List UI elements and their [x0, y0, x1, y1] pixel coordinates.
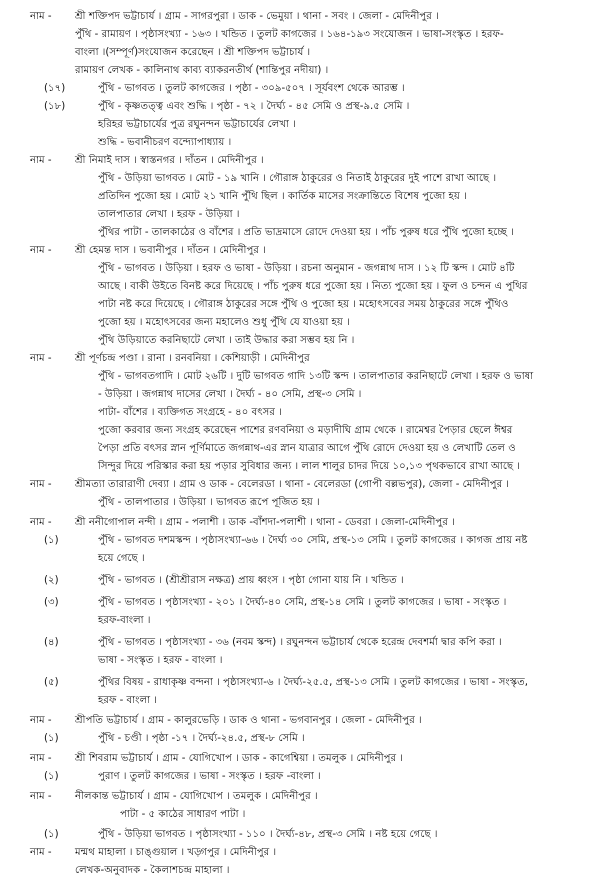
- text-line: হরিহর ভট্টাচার্যের পুত্র রঘুনন্দন ভট্টাচার্যের লেখা ।: [98, 119, 296, 130]
- text-line: পুঁথি - ভাগবত । (শ্রীশ্রীরাস নক্ষত্র) প্রায় ধ্বংস । পৃষ্ঠা গোনা যায় নি । খন্ডিত ।: [98, 575, 404, 586]
- text-line: পাটা - ৫ কাঠের সাধারণ পাটা ।: [120, 809, 246, 820]
- text-line: পাটা নষ্ট করে দিয়েছে । গৌরাঙ্গ ঠাকুরের সঙ্গে পুঁথি ও পুজো হয় । মহোৎসবের সময় ঠাকুরের সঙ্গে পুঁথিও: [98, 299, 509, 310]
- text-line: নাম -: [30, 715, 52, 726]
- text-line: নাম -: [30, 847, 52, 858]
- text-line: (১): [44, 733, 59, 744]
- text-line: শ্রীমত্যা তারারাণী দেব্যা । গ্রাম ও ডাক - বেলেরডা । থানা - বেলেরডা (গোপী বল্লভপুর), জেলা - মেদিনীপুর ।: [75, 479, 510, 490]
- text-line: (২): [44, 575, 59, 586]
- text-line: নাম -: [30, 245, 52, 256]
- text-line: লেখক-অনুবাদক - কৈলাশচন্দ্র মাহালা ।: [75, 865, 230, 876]
- text-line: শুদ্ধি - ভবানীচরণ বন্দ্যোপাধ্যায় ।: [98, 137, 232, 148]
- text-line: (৫): [44, 677, 59, 688]
- text-line: তালপাতার লেখা । হরফ - উড়িয়া ।: [98, 209, 240, 220]
- text-line: পুঁথি - ভাগবত । তুলট কাগজের । পৃষ্ঠা - ৩০৯-৫০৭ । সূর্যবংশ থেকে আরম্ভ ।: [98, 83, 405, 94]
- text-line: পুঁথির পাটা - তালকাঠের ও বাঁশের । প্রতি ভাদ্রমাসে রোদে দেওয়া হয় । পাঁচ পুরুষ ধরে পুঁথি পুজো হচ্ছে ।: [98, 227, 514, 238]
- text-line: নাম -: [30, 753, 52, 764]
- text-line: পুঁথি উড়িয়াতে করনিছাটে লেখা । তাই উদ্ধার করা সম্ভব হয় নি ।: [98, 335, 355, 346]
- text-line: রামায়ণ লেখক - কালিনাথ কাব্য ব্যাকরনতীর্থ (শান্তিপুর নদীয়া) ।: [75, 65, 329, 76]
- text-line: (৩): [44, 597, 59, 608]
- text-line: বাংলা ।(সম্পূর্ণ)সংযোজন করেছেন । শ্রী শক্তিপদ ভট্টাচার্য ।: [75, 47, 311, 58]
- text-line: শ্রী শিবরাম ভট্টাচার্য । গ্রাম - যোগিখোপ । ডাক - কাগেশ্বিয়া । তমলুক । মেদিনীপুর ।: [75, 753, 404, 764]
- text-line: নাম -: [30, 11, 52, 22]
- text-line: শ্রী হেমন্ত দাস । ভবানীপুর । দাঁতন । মেদিনীপুর ।: [75, 245, 266, 256]
- text-line: নাম -: [30, 155, 52, 166]
- text-line: পুজো করবার জন্য সংগ্রহ করেছেন পাশের রণবনিয়া ও মড়াদীঘি গ্রাম থেকে । রামেশ্বর পৈড়ার ছেলে ঈশ্বর: [98, 425, 513, 436]
- text-line: পৈড়া প্রতি বৎসর স্নান পূর্ণিমাতে জগন্নাথ-এর স্নান যাত্রার আগে পুঁথি রোদে দেওয়া হয় ও লেখাটি তেল ও: [98, 443, 516, 454]
- text-line: পুঁথি - কৃষ্ণতত্ত্ব এবং শুদ্ধি । পৃষ্ঠা - ৭২ । দৈর্ঘ্য - ৪৫ সেমি ও প্রস্থ-৯.৫ সেমি ।: [98, 101, 410, 112]
- text-line: পুঁথি - ভাগবত । পৃষ্ঠাসংখ্যা - ৩৬ (নবম স্কন্দ) । রঘুনন্দন ভট্টাচার্য থেকে হরেন্দ্র দেবশর্মা দ্বার কপি করা ।: [98, 637, 502, 648]
- text-line: শ্রী শক্তিপদ ভট্টাচার্য । গ্রাম - সাগরপুরা । ডাক - ভেমুয়া । থানা - সবং । জেলা - মেদিনীপুর ।: [75, 11, 439, 22]
- text-line: নীলকান্ত ভট্টাচার্য । গ্রাম - যোগিখোপ । তমলুক । মেদিনীপুর ।: [75, 791, 318, 802]
- text-line: (৪): [44, 637, 59, 648]
- text-line: পুরাণ । তুলট কাগজের । ভাষা - সংস্কৃত । হরফ -বাংলা ।: [98, 771, 321, 782]
- text-line: পুঁথি - চণ্ডী । পৃষ্ঠা -১৭ । দৈর্ঘ্য-২৪.৫, প্রস্থ-৮ সেমি ।: [98, 733, 305, 744]
- text-line: পুজো হয় । মহোৎসবের জন্য মহালেও শুধু পুঁথি যে যাওয়া হয় ।: [98, 317, 350, 328]
- text-line: প্রতিদিন পুজো হয় । মোট ২১ খানি পুঁথি ছিল । কার্তিক মাসের সংক্রান্তিতে বিশেষ পুজো হয় ।: [98, 191, 467, 202]
- text-line: (১): [44, 535, 59, 546]
- text-line: পুঁথি - ভাগবত দশমস্কন্দ । পৃষ্ঠাসংখ্যা-৬৬ । দৈর্ঘ্য ৩০ সেমি, প্রস্থ-১৩ সেমি । তুলট কাগজের । কাগজ প্রায় নষ্ট: [98, 535, 528, 546]
- text-line: মন্মথ মাহালা । চাঙ্গুয়াল । খড়্গপুর । মেদিনীপুর ।: [75, 847, 277, 858]
- text-line: পুঁথি - ভাগবত । পৃষ্ঠাসংখ্যা - ২০১ । দৈর্ঘ্য-৪০ সেমি, প্রস্থ-১৪ সেমি । তুলট কাগজের । ভাষা - সংস্কৃত ।: [98, 597, 507, 608]
- text-line: শ্রী পূর্ণচন্দ্র পণ্ডা । রানা । রনবনিয়া । কেশিয়াড়ী । মেদিনীপুর: [75, 353, 310, 364]
- text-line: পুঁথির বিষয় - রাধাকৃষ্ণ বন্দনা । পৃষ্ঠাসংখ্যা-৬ । দৈর্ঘ্য-২৫.৫, প্রস্থ-১৩ সেমি । তুলট কাগজের । ভাষা - সংস্কৃত,: [98, 677, 529, 688]
- text-line: - উড়িয়া । জগন্নাথ দাসের লেখা । দৈর্ঘ্য - ৪০ সেমি, প্রস্থ-৩ সেমি ।: [98, 389, 362, 400]
- text-line: পুঁথি - উড়িয়া ভাগবত । পৃষ্ঠাসংখ্যা - ১১০ । দৈর্ঘ্য-৪৮, প্রস্থ-৩ সেমি । নষ্ট হয়ে গেছে ।: [98, 829, 438, 840]
- text-line: পুঁথি - ভাগবতগাদি । মোট ২৬টি । দুটি ভাগবত গাদি ১৩টি স্কন্দ । তালপাতার করনিছাটে লেখা । হরফ ও ভাষা: [98, 371, 534, 382]
- text-line: পুঁথি - উড়িয়া ভাগবত । মোট - ১৯ খানি । গৌরাঙ্গ ঠাকুরের ও নিতাই ঠাকুরের দুই পাশে রাখা আছে ।: [98, 173, 497, 184]
- text-line: ভাষা - সংস্কৃত । হরফ - বাংলা ।: [98, 655, 223, 666]
- text-line: নাম -: [30, 791, 52, 802]
- text-line: পুঁথি - ভাগবত । উড়িয়া । হরফ ও ভাষা - উড়িয়া । রচনা অনুমান - জগন্নাথ দাস । ১২ টি স্কন্দ । মোট ৪টি: [98, 263, 515, 274]
- text-line: (১): [44, 771, 59, 782]
- text-line: পাটা- বাঁশের । ব্যক্তিগত সংগ্রহে - ৪০ বৎসর ।: [98, 407, 282, 418]
- text-line: (১৭): [44, 83, 66, 94]
- text-line: হরফ - বাংলা ।: [98, 695, 157, 706]
- text-line: নাম -: [30, 353, 52, 364]
- text-line: শ্রী ননীগোপাল নন্দী । গ্রাম - পলাশী । ডাক -বাঁশদা-পলাশী । থানা - ডেবরা । জেলা-মেদিনীপুর ।: [75, 517, 455, 528]
- text-line: শ্রী নিমাই দাস । স্বাস্তনগর । দাঁতন । মেদিনীপুর ।: [75, 155, 264, 166]
- text-line: পুঁথি - রামায়ণ । পৃষ্ঠাসংখ্যা - ১৬৩ । খন্ডিত । তুলট কাগজের । ১৬৪-১৯৩ সংযোজন । ভাষা-সংস্কৃত । হরফ-: [75, 29, 504, 40]
- text-line: আছে । বাকী উইতে বিনষ্ট করে দিয়েছে । পাঁচ পুরুষ ধরে পুজো হয় । নিত্য পুজো হয় । ফুল ও চন্দন এ পুথির: [98, 281, 528, 292]
- text-line: শ্রীপতি ভট্টাচার্য । গ্রাম - কালুরভেড়ি । ডাক ও থানা - ভগবানপুর । জেলা - মেদিনীপুর ।: [75, 715, 422, 726]
- text-line: হয়ে গেছে ।: [98, 553, 145, 564]
- text-line: (১৮): [44, 101, 66, 112]
- text-line: নাম -: [30, 479, 52, 490]
- text-line: হরফ-বাংলা ।: [98, 615, 151, 626]
- text-line: (১): [44, 829, 59, 840]
- text-line: পুঁথি - তালপাতার । উড়িয়া । ভাগবত রূপে পূজিত হয় ।: [98, 497, 320, 508]
- text-line: নাম -: [30, 517, 52, 528]
- text-line: সিন্দুর দিয়ে পরিস্কার করা হয় পড়ার সুবিধার জন্য । লাল শালুর চাদর দিয়ে ১০,১৩ পৃথকভাবে রাখা আছে ।: [98, 461, 521, 472]
